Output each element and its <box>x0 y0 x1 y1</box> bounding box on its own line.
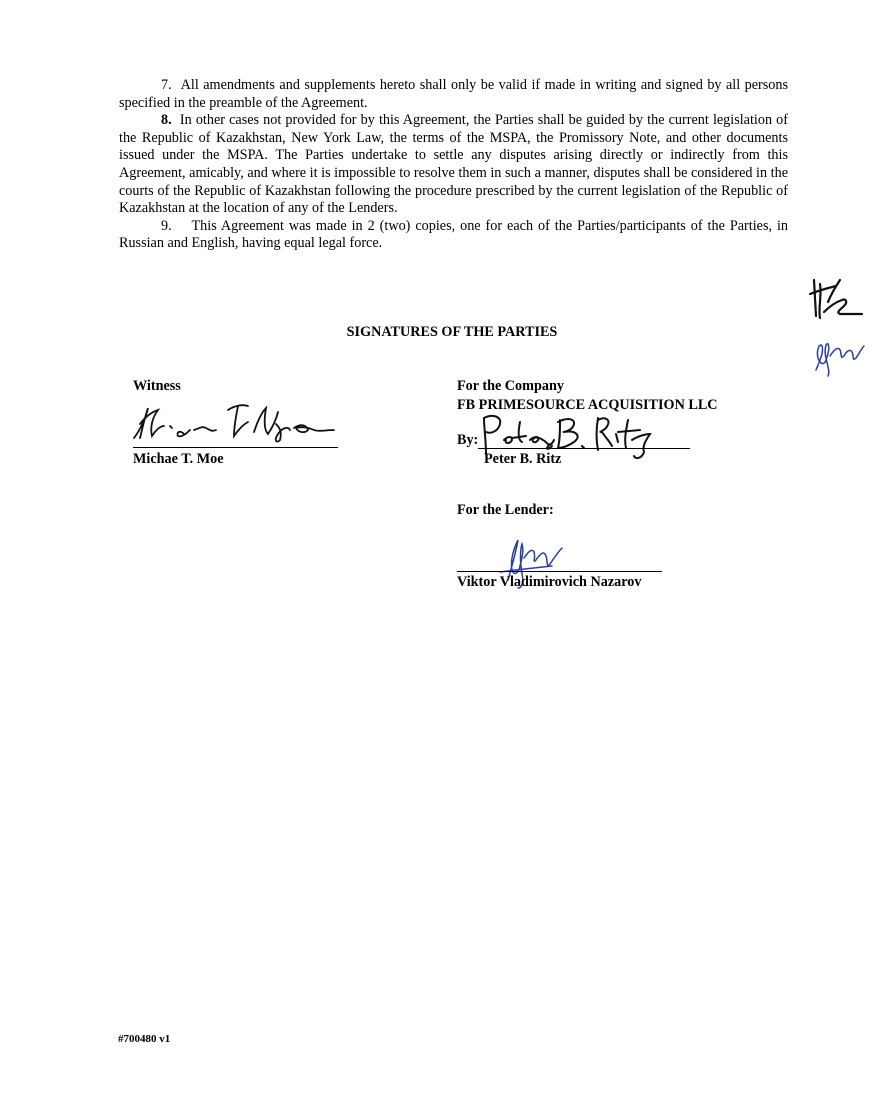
company-name: FB PRIMESOURCE ACQUISITION LLC <box>457 397 718 413</box>
company-by-label: By: <box>457 432 479 448</box>
agreement-clauses <box>119 77 788 253</box>
clause-number: 7. <box>161 77 172 93</box>
company-signatory-name: Peter B. Ritz <box>484 451 562 467</box>
clause-8 <box>119 112 788 218</box>
clause-number: 9. <box>161 217 172 234</box>
clause-number: 8. <box>161 112 172 129</box>
clause-7 <box>119 77 788 112</box>
document-reference: #700480 v1 <box>118 1033 171 1045</box>
clause-text: All amendments and supplements hereto shall only be valid if made in writing and signed by all persons specified in the preamble of the Agreement. <box>119 77 789 111</box>
company-signature-line <box>478 448 690 449</box>
company-label: For the Company <box>457 378 564 394</box>
clause-text: This Agreement was made in 2 (two) copies, one for each of the Parties/participants of the Parties, in Russian and English, having equal legal force. <box>119 217 789 252</box>
clause-9 <box>119 218 788 253</box>
witness-signature <box>130 400 345 445</box>
lender-name: Viktor Vladimirovich Nazarov <box>457 574 642 590</box>
clause-text: In other cases not provided for by this Agreement, the Parties shall be guided by the current legislation of the Republic of Kazakhstan, New York Law, the terms of the MSPA, the Promissory Note, and other documents issued under the MSPA. The Parties undertake to settle any disputes arising directly or indirectly from this Agreement, amicably, and where it is impossible to resolve them in such a manner, disputes shall be considered in the courts of the Republic of Kazakhstan following the procedure prescribed by the current legislation of the Republic of Kazakhstan at the location of any of the Lenders. <box>119 112 788 217</box>
lender-label: For the Lender: <box>457 502 554 518</box>
witness-name: Michae T. Moe <box>133 451 224 467</box>
signatures-heading: SIGNATURES OF THE PARTIES <box>346 324 558 340</box>
witness-label: Witness <box>133 378 181 394</box>
lender-signature-line <box>457 571 662 572</box>
witness-signature-line <box>133 447 338 448</box>
